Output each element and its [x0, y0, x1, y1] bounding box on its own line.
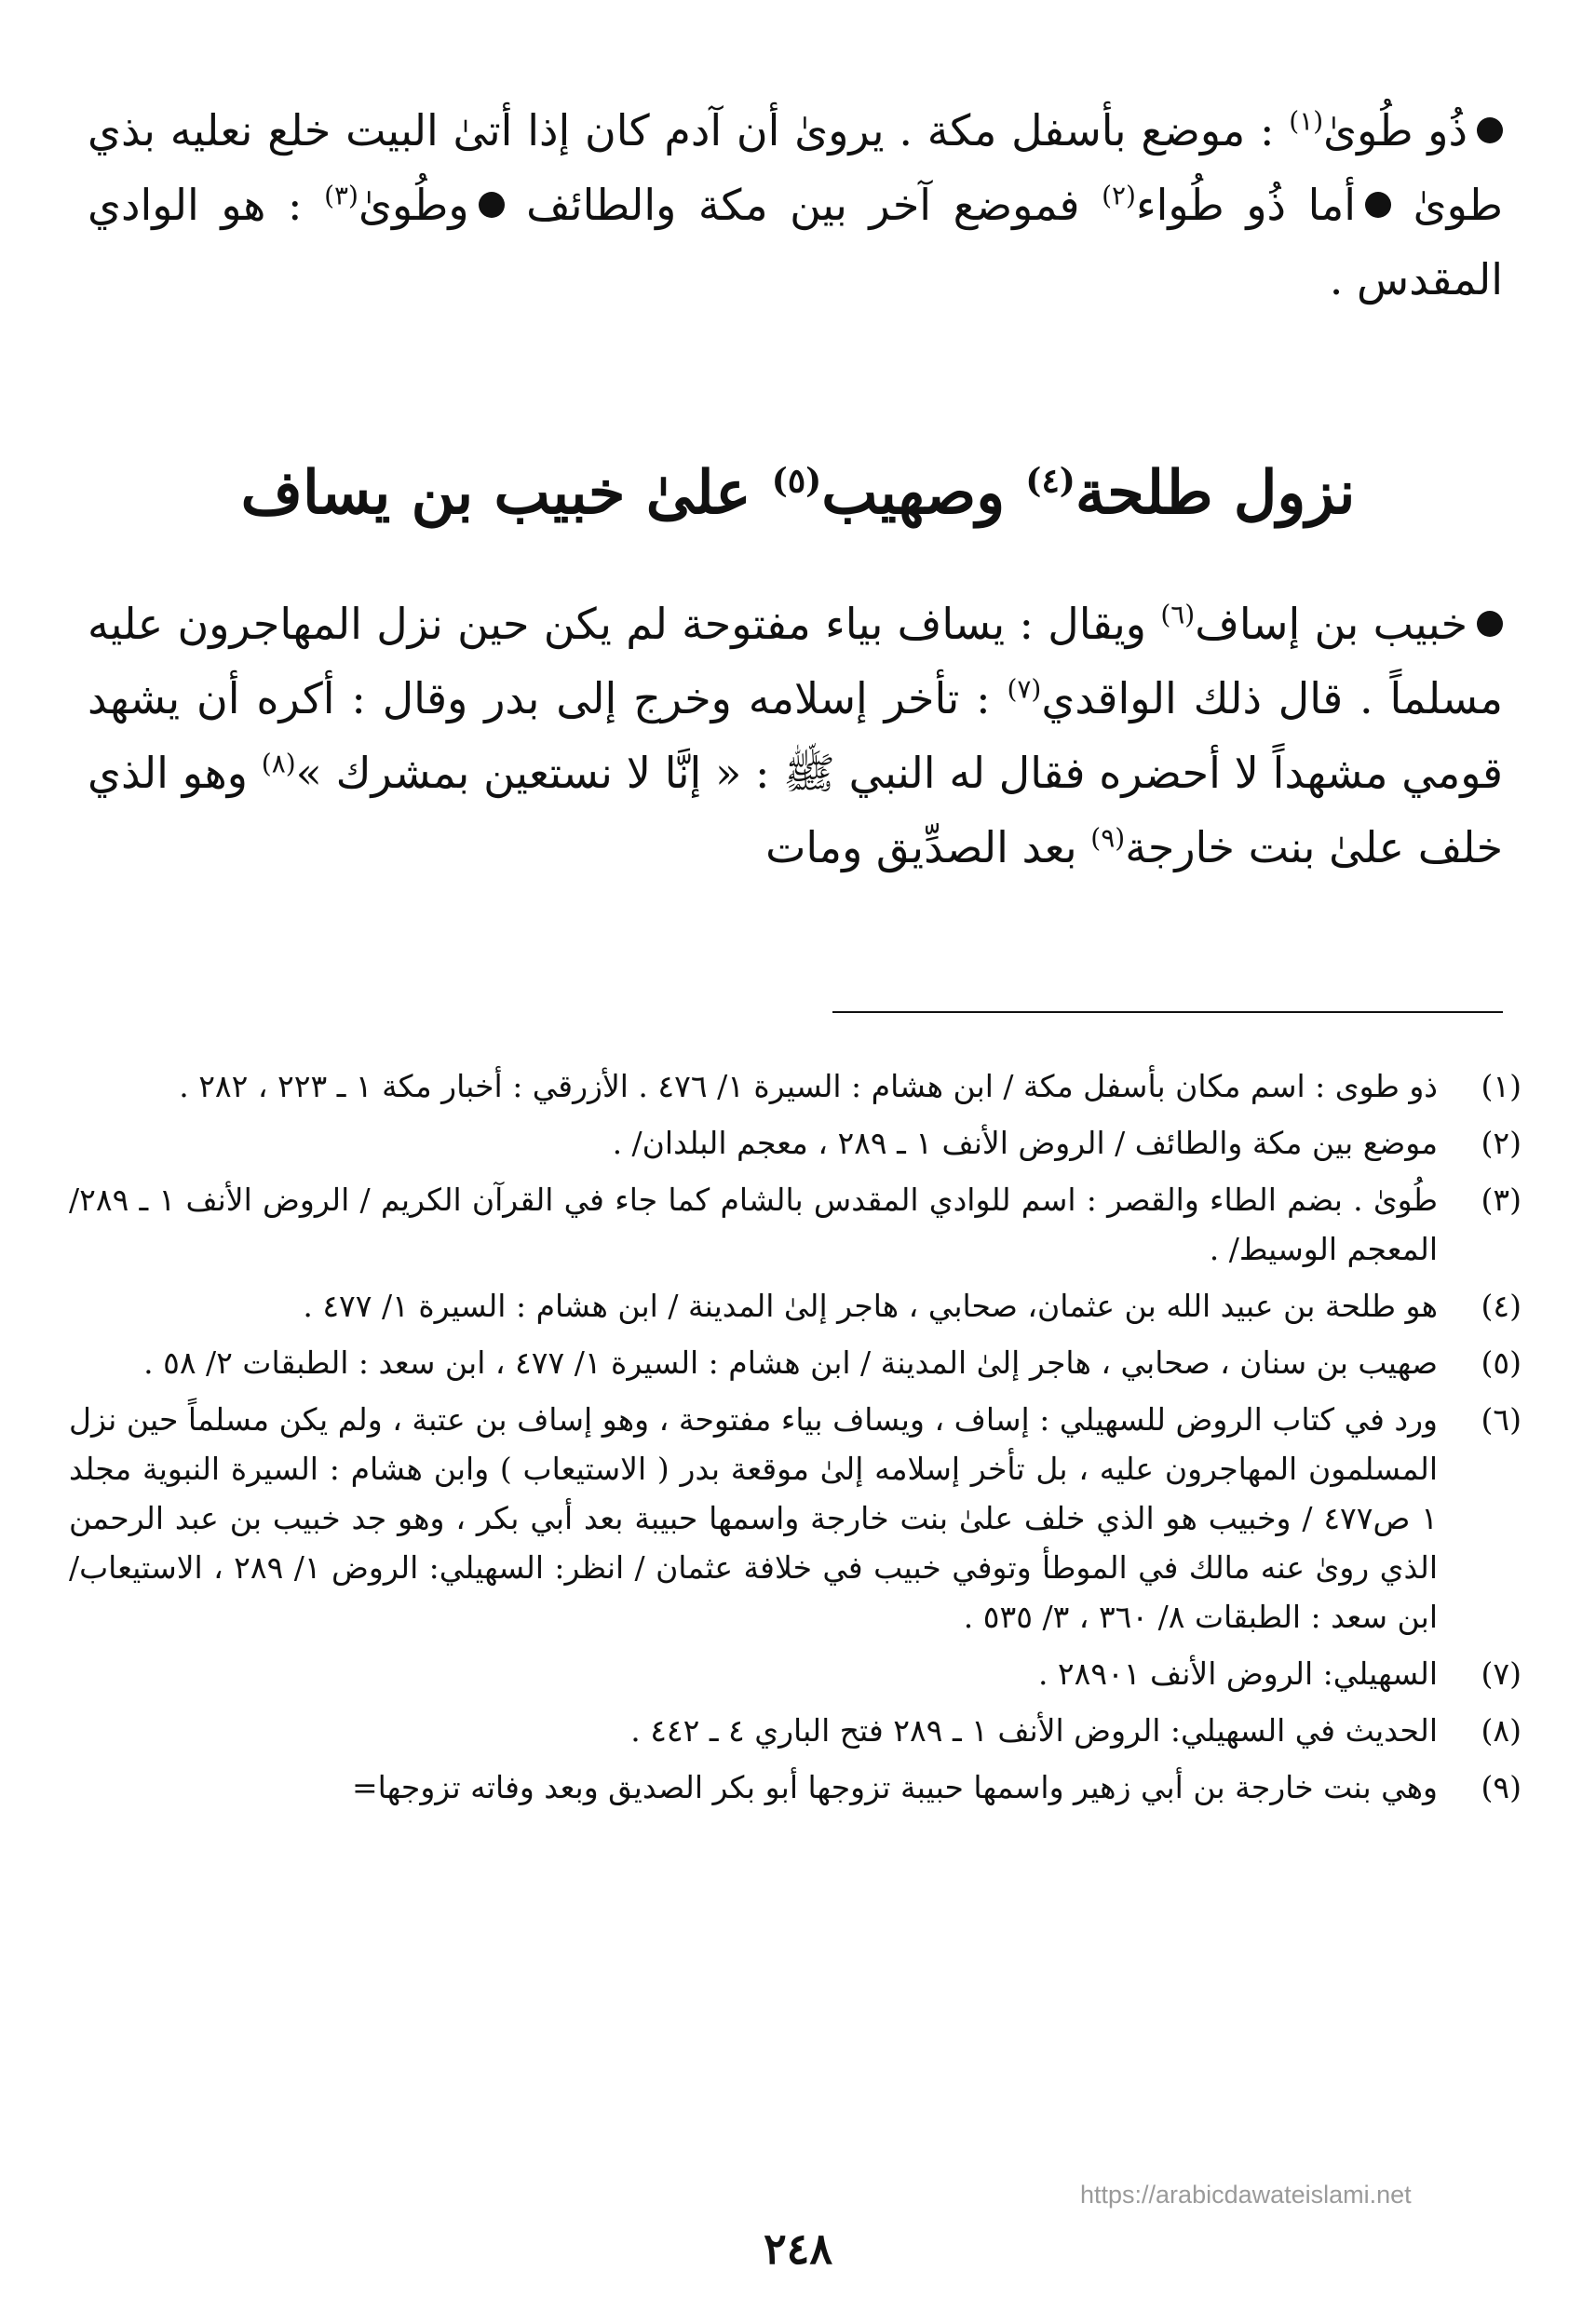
- footnote-text: طُوىٰ . بضم الطاء والقصر : اسم للوادي المقدس بالشام كما جاء في القرآن الكريم / الروض الأنف ١ ـ ٢٨٩/ المعجم الوسيط/ .: [69, 1182, 1438, 1267]
- footnote-ref: (١): [1289, 105, 1324, 137]
- footnote-number: (٦): [1481, 1401, 1522, 1438]
- footnote-text: السهيلي: الروض الأنف ٢٨٩٠١ .: [1037, 1655, 1438, 1692]
- page-number: ٢٤٨: [763, 2223, 833, 2274]
- footnote-9: [69, 1763, 1522, 1812]
- paragraph-khubayb: [88, 587, 1503, 885]
- paragraph-text: خبيب بن إساف: [1195, 599, 1468, 649]
- footnote-text: ذو طوى : اسم مكان بأسفل مكة / ابن هشام : السيرة ١/ ٤٧٦ . الأزرقي : أخبار مكة ١ ـ ٢٢٣ ، ٢٨٢ .: [179, 1068, 1438, 1104]
- footnote-text: موضع بين مكة والطائف / الروض الأنف ١ ـ ٢٨٩ ، معجم البلدان/ .: [612, 1125, 1438, 1161]
- paragraph-text: بعد الصدِّيق ومات: [765, 822, 1091, 872]
- bullet-icon: [479, 192, 505, 218]
- footnote-text: الحديث في السهيلي: الروض الأنف ١ ـ ٢٨٩ فتح الباري ٤ ـ ٤٤٢ .: [630, 1712, 1438, 1749]
- term-dhu-tuwa-2: أما ذُو طُواء: [1135, 180, 1357, 230]
- footnote-number: (٧): [1481, 1655, 1522, 1692]
- footnote-5: [69, 1338, 1522, 1387]
- bullet-icon: [1477, 117, 1503, 143]
- footnote-number: (٨): [1481, 1712, 1522, 1749]
- paragraph-text: : تأخر إسلامه وخرج إلى بدر وقال : أكره أن يشهد قومي مشهداً لا أحضره فقال له النبي ﷺ : « إنَّا لا نستعين بمشرك »: [88, 673, 1503, 798]
- footnote-ref: (٢): [1102, 180, 1136, 211]
- footnote-ref: (٩): [1090, 822, 1126, 854]
- heading-part: نزول طلحة: [1075, 458, 1356, 528]
- bullet-icon: [1477, 611, 1503, 637]
- footnote-ref: (٣): [324, 180, 358, 211]
- footnote-1: [69, 1061, 1522, 1111]
- footnote-text: وهي بنت خارجة بن أبي زهير واسمها حبيبة تزوجها أبو بكر الصديق وبعد وفاته تزوجها=: [352, 1769, 1438, 1805]
- watermark-url: https://arabicdawateislami.net: [1080, 2181, 1412, 2209]
- footnote-4: [69, 1281, 1522, 1331]
- paragraph-dhu-tuwa: [88, 93, 1503, 317]
- bullet-icon: [1365, 192, 1391, 218]
- footnote-2: [69, 1118, 1522, 1168]
- footnote-3: [69, 1175, 1522, 1274]
- footnote-ref: (٦): [1160, 599, 1196, 630]
- footnote-text: صهيب بن سنان ، صحابي ، هاجر إلىٰ المدينة / ابن هشام : السيرة ١/ ٤٧٧ ، ابن سعد : الطبقات ٢/ ٥٨ .: [143, 1344, 1438, 1381]
- term-dhu-tuwa: ذُو طُوىٰ: [1323, 105, 1468, 155]
- term-tuwa: وطُوىٰ: [358, 180, 469, 230]
- footnote-ref: (٧): [1007, 673, 1042, 705]
- paragraph-text: : هو الوادي المقدس .: [88, 180, 1503, 304]
- footnote-number: (٩): [1481, 1769, 1522, 1805]
- heading-part: وصهيب: [821, 458, 1026, 528]
- section-heading: [93, 447, 1503, 540]
- footnote-separator: [832, 1011, 1503, 1013]
- footnote-ref: (٤): [1025, 461, 1075, 501]
- footnote-ref: (٥): [771, 461, 822, 501]
- paragraph-text: ويقال : يساف بياء مفتوحة لم يكن حين نزل المهاجرون عليه مسلماً . قال ذلك الواقدي: [88, 599, 1503, 723]
- footnote-number: (١): [1481, 1068, 1522, 1104]
- footnote-text: ورد في كتاب الروض للسهيلي : إساف ، ويساف بياء مفتوحة ، وهو إساف بن عتبة ، ولم يكن مسلماً حين نزل المسلمون المهاجرون عليه ، بل تأخر إسلامه إلىٰ موقعة بدر ( الاستيعاب ) وابن هشام : السيرة النبوية مجلد ١ ص٤٧٧ / وخبيب هو الذي خلف علىٰ بنت خارجة واسمها حبيبة بعد أبي بكر ، وهو جد خبيب بن عبد الرحمن الذي روىٰ عنه مالك في الموطأ وتوفي خبيب في خلافة عثمان / انظر: السهيلي: الروض ١/ ٢٨٩ ، الاستيعاب/ ابن سعد : الطبقات ٨/ ٣٦٠ ، ٣/ ٥٣٥ .: [69, 1401, 1438, 1635]
- footnote-number: (٤): [1481, 1288, 1522, 1324]
- heading-part: علىٰ خبيب بن يساف: [240, 458, 772, 528]
- footnote-7: [69, 1649, 1522, 1698]
- footnote-6: [69, 1395, 1522, 1642]
- footnote-text: هو طلحة بن عبيد الله بن عثمان، صحابي ، هاجر إلىٰ المدينة / ابن هشام : السيرة ١/ ٤٧٧ .: [303, 1288, 1438, 1324]
- footnote-ref: (٨): [261, 748, 296, 779]
- footnote-number: (٣): [1481, 1182, 1522, 1218]
- paragraph-text: : موضع بأسفل مكة . يروىٰ أن آدم كان إذا أتىٰ البيت خلع نعليه بذي طوىٰ: [88, 105, 1503, 230]
- footnote-8: [69, 1706, 1522, 1755]
- footnote-number: (٢): [1481, 1125, 1522, 1161]
- footnote-number: (٥): [1481, 1344, 1522, 1381]
- paragraph-text: وهو الذي خلف علىٰ بنت خارجة: [88, 748, 1503, 872]
- footnotes: [69, 1061, 1522, 1819]
- paragraph-text: فموضع آخر بين مكة والطائف: [504, 180, 1102, 230]
